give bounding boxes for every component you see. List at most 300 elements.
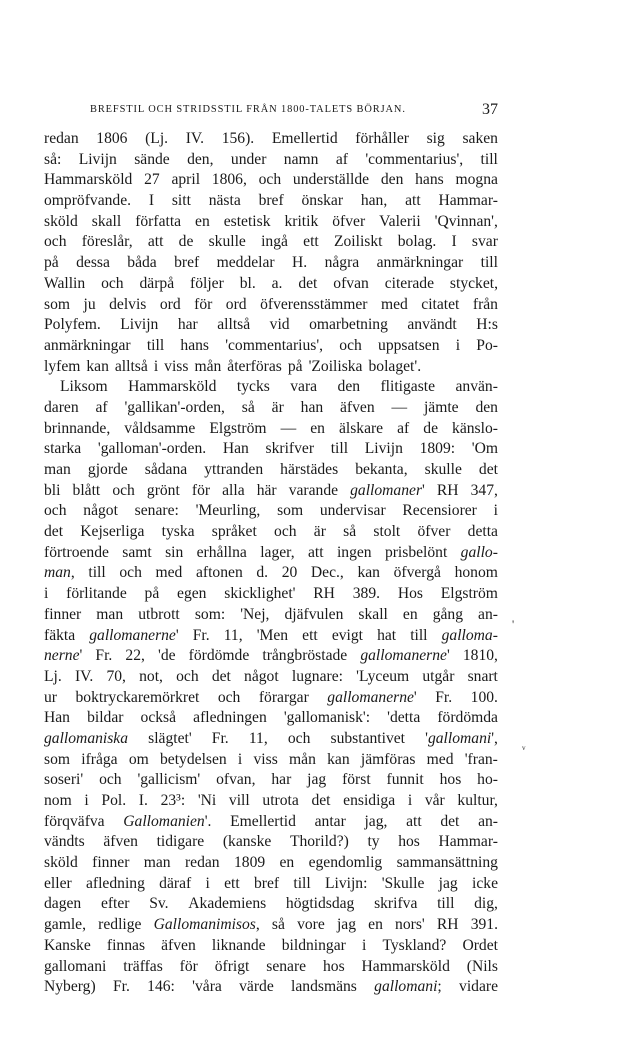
word: ensidiga [343,792,396,809]
word: af [95,398,108,416]
text-line [44,315,498,336]
word: så [241,398,255,416]
word: lugnare: [291,667,343,685]
word: gjorde [87,461,128,478]
word: som [277,502,304,520]
word: eller [44,874,72,892]
text-line [44,481,498,502]
word-fragment: Gallomanien [123,812,205,830]
word: utgår [422,667,455,685]
word: Hammarsköld [44,171,133,189]
word: den, [187,150,214,168]
text-line [44,729,498,750]
text-line [44,439,498,460]
word: 391. [470,916,498,934]
text-line [44,129,498,150]
word: Livijn: [324,874,368,892]
word-fragment: nerne [44,647,80,665]
word: här [256,481,277,499]
word: fördömda [437,709,498,727]
word: hos [439,771,462,789]
text-line [44,874,498,895]
word: djäfvulen [284,605,344,623]
word: ompröfvande. [44,192,132,210]
word: de [423,419,439,437]
word: an- [478,812,498,830]
word-fragment: gallomanerne [89,626,176,644]
word: RH [313,585,335,603]
word: Elgström [209,419,267,437]
word [154,915,260,936]
word: författa [135,212,182,230]
word: Hammarsköld [128,378,217,396]
word: att [405,192,421,210]
word: en [310,419,325,437]
word: — [280,419,297,437]
word: 'Om [471,440,498,458]
word: undervisar [319,502,386,520]
word: vill [228,792,250,809]
word: användt [407,316,457,334]
word: och [217,688,241,706]
word: trångbröstade [262,647,348,665]
running-head: BREFSTIL OCH STRIDSSTIL FRÅN 1800-TALETS BÖRJAN. [90,104,406,115]
word: jag [336,916,357,934]
word: hans [415,171,444,189]
word: underställde [292,171,370,189]
word: senare: [134,502,179,520]
word: på [144,585,160,603]
word: bolag. [397,233,437,251]
word: till [480,254,498,272]
word: sammansättning [396,854,498,872]
word: hans [180,336,209,354]
word: 'Ni [197,792,217,809]
word: 'Meurling, [195,502,261,520]
word: mån [194,357,222,375]
page-header [90,101,498,121]
word: 'Qvinnan', [434,212,498,230]
word: till [330,440,349,458]
word: Akademiens [188,895,267,913]
word: härstädes [280,461,339,478]
word: meddelar [216,254,275,272]
word: först [342,771,371,789]
word: 100. [470,688,498,706]
text-line [44,915,498,936]
word: en [368,916,383,934]
text-line [44,501,498,522]
word: till [410,626,428,644]
text-line [44,543,498,564]
word: vår [424,792,445,809]
word: som [44,295,70,313]
word: 11, [248,729,268,747]
word: Ordet [462,936,498,954]
word: uppsatsen [378,336,440,354]
word: jag [438,874,458,892]
text-line [44,605,498,626]
word: den [475,398,498,416]
word: 1809: [419,440,456,458]
word-fragment: man [44,564,71,582]
word: ho- [477,771,498,789]
word: för [191,481,211,499]
word: bekanta, [355,461,408,478]
word: Fr. [95,647,113,665]
word: de [178,233,194,251]
word: svar [471,233,498,251]
word: hos [398,833,420,851]
margin-mark: ' [512,617,515,631]
word: viss [164,357,189,375]
word: senare [266,957,307,975]
word: flitigaste [380,378,436,396]
word [327,688,416,709]
word: och [287,729,311,747]
word: jämte [423,398,459,416]
word: Fr. [112,978,130,996]
word: har [271,771,292,789]
word: finnas [106,936,146,954]
word: dig, [474,895,498,913]
word: i [361,936,367,954]
word: jag [307,771,327,789]
word: 1810, [462,647,498,665]
text-line [44,688,498,709]
word: Han [222,440,249,458]
word: 'de [158,647,176,665]
text-line [44,336,498,357]
word: 'Zoiliska [308,357,363,375]
word: ett [303,233,319,251]
word: 'commentarius', [225,336,324,354]
word: kritik [284,212,319,230]
word: redlige [98,916,142,934]
word: viss [253,750,278,768]
word: högtidsdag [285,895,355,913]
word: bildar [87,709,124,727]
word: träffas [123,957,163,975]
word: april [171,171,201,189]
word: (kanske [222,833,272,851]
word: bli [44,481,61,499]
word: äfven [161,936,196,954]
text-line [44,791,498,812]
word: Han [44,709,70,727]
word: kan [327,750,350,768]
word: värde [239,978,274,996]
word: sköld [44,854,78,872]
word: Zoiliskt [333,233,383,251]
word: Tyskland? [382,936,447,954]
word: lyfem [44,357,81,375]
word: förtroende [44,543,109,561]
word: äfven [340,398,375,416]
word: så: [44,150,62,168]
word: öfrigt [214,957,250,975]
word: bref [174,254,200,272]
text-line [44,522,498,543]
word: Emellertid [271,130,338,147]
word: efter [100,895,130,913]
word: båda [127,254,157,272]
word: (Lj. [145,130,169,147]
word: aftonen [195,564,243,582]
word: det [311,792,331,809]
word: nors' [395,916,425,934]
word: saken [462,130,498,147]
word [350,481,425,502]
word: nom [44,792,72,809]
word: alla [222,481,245,499]
word: och [258,171,282,189]
word [44,646,82,667]
word: sände [134,150,170,168]
word [123,812,211,833]
text-line [44,253,498,274]
word: om [128,750,149,768]
word: antar [314,812,346,830]
word: är [271,398,284,416]
word: Sv. [149,895,169,913]
word: stolt [373,523,401,541]
text-line [44,377,498,398]
word: I. [138,792,148,809]
word: ett [224,874,240,892]
word: i [493,502,498,520]
word: (Nils [466,957,498,975]
word: 22, [125,647,145,665]
text-line [44,977,498,998]
word: och [99,771,122,789]
page-number: 37 [482,101,498,118]
word: liknande [211,936,266,954]
word: Livijn [78,150,117,168]
word: bolaget'. [368,357,422,375]
word: gallomani [44,957,107,975]
word: not, [139,667,163,685]
word: älskare [338,419,384,437]
text-line [44,357,498,378]
word: Fr. [192,626,210,644]
word: öfver [332,212,366,230]
word: fäkta [44,626,76,644]
word: 'gallomanisk': [283,709,371,727]
word-fragment: gallomanerne [327,688,414,706]
word: 'galloman'-orden. [97,440,207,458]
word: förqväfva [44,812,105,830]
word: Kejserliga [80,523,145,541]
word: — [391,398,408,416]
word: citerade [384,274,435,292]
text-line [44,708,498,729]
word: 'gallicism' [137,771,201,789]
word: sig [426,130,445,147]
word-fragment: ' [425,729,428,747]
word: vändts [44,833,85,851]
word: det [44,523,64,541]
word: under [230,150,267,168]
word: yttranden [204,461,264,478]
text-line [44,646,498,667]
word: följer [190,274,224,292]
word: öfverensstämmer [260,295,368,313]
word [425,729,498,750]
word: I [148,192,155,210]
word: bref [253,874,280,892]
word: finner [92,854,130,872]
word-fragment: , [70,564,75,582]
word: ju [83,295,96,313]
word: 'Men [256,626,289,644]
word: den [380,171,404,189]
word: varande [288,481,339,499]
word: språket [211,523,257,541]
word-fragment: Gallomanimisos [153,916,256,934]
word: daren [44,398,79,416]
word: lager, [260,543,295,561]
word: evigt [331,626,363,644]
word: några [324,254,360,272]
text-line [44,750,498,771]
text-line [44,191,498,212]
word: starka [44,440,82,458]
word: snart [467,667,498,685]
text-line [44,812,498,833]
text-line [44,460,498,481]
word-fragment: gallomaner [350,481,423,499]
word: återföras [227,357,282,375]
word: och [44,233,67,251]
word: 23³: [160,792,186,809]
word: 'Nej, [240,605,270,623]
word: prisbelönt [384,543,448,561]
word: Thorild?) [289,833,349,851]
word: ty [367,833,380,851]
body-text [44,129,498,998]
word: icke [472,874,498,892]
word: sköld [44,212,78,230]
word: Hammar- [438,192,498,210]
word: 'Skulle [381,874,425,892]
word: alltså [114,357,148,375]
word: vid [269,316,290,334]
word: afledning [85,874,145,892]
word: sitt [171,192,191,210]
word: däraf [159,874,192,892]
word-fragment: gallomaniska [44,729,129,747]
word-fragment: ' [422,481,425,499]
word: Emellertid [230,812,296,830]
word: våldsamme [124,419,196,437]
word: Fr. [211,729,229,747]
word: en [195,212,210,230]
word: tidigare [156,833,205,851]
word: ofvan, [216,771,256,789]
word: a. [271,274,283,292]
word: Hammarsköld [361,957,450,975]
word: på [287,357,303,375]
word: skulle [424,461,462,478]
word: till [293,874,311,892]
word: man [44,461,71,478]
word: känslo- [452,419,498,437]
word: på [44,254,59,272]
word: Lj. [44,667,62,685]
word: skall [91,212,122,230]
word: så [343,523,357,541]
word: det [211,667,231,685]
word: Po- [476,336,498,354]
word [89,626,178,647]
word: kan [357,564,380,582]
word-fragment: ', [491,729,498,747]
word: så [271,916,285,934]
word: det [298,274,318,292]
word: utbrott [138,605,180,623]
word: därpå [139,274,175,292]
word [360,646,449,667]
word: 1809 [233,854,266,872]
word: blått [72,481,101,499]
word: Valerii [379,212,421,230]
word: skulle [208,233,246,251]
word: äfven [103,833,138,851]
word: 347, [470,481,498,499]
word: jämföras [360,750,416,768]
word: ingå [261,233,288,251]
word: omarbetning [309,316,388,334]
word: substantivet [330,729,406,747]
word: bl. [239,274,256,292]
text-line [44,936,498,957]
word: skicklighet' [224,585,296,603]
word: förlitande [66,585,127,603]
word: 11, [223,626,243,644]
word: jag, [364,812,388,830]
word: 'gallikan'-orden, [124,398,225,416]
word: af [397,419,410,437]
word: citatet [421,295,460,313]
word: ifråga [81,750,118,768]
word: något [83,502,118,520]
word: hos [322,957,345,975]
word: bildningar [281,936,346,954]
word: i [455,336,461,354]
word: slägtet' [148,729,192,747]
word: I [451,233,457,251]
word: kan [86,357,109,375]
word: redan [44,130,79,147]
word: 'fran- [464,750,498,768]
word: för [194,295,213,313]
word: och [176,667,199,685]
word: Polyfem. [44,316,101,334]
word: an- [478,605,498,623]
word: förargar [258,688,309,706]
word: också [140,709,177,727]
word: att [308,543,324,561]
word [461,543,498,564]
word: nästa [208,192,241,210]
word: till [146,336,165,354]
word: vara [290,378,318,396]
word: Pol. [101,792,127,809]
word: en [402,605,418,623]
word: och [112,481,135,499]
word: och [44,502,67,520]
